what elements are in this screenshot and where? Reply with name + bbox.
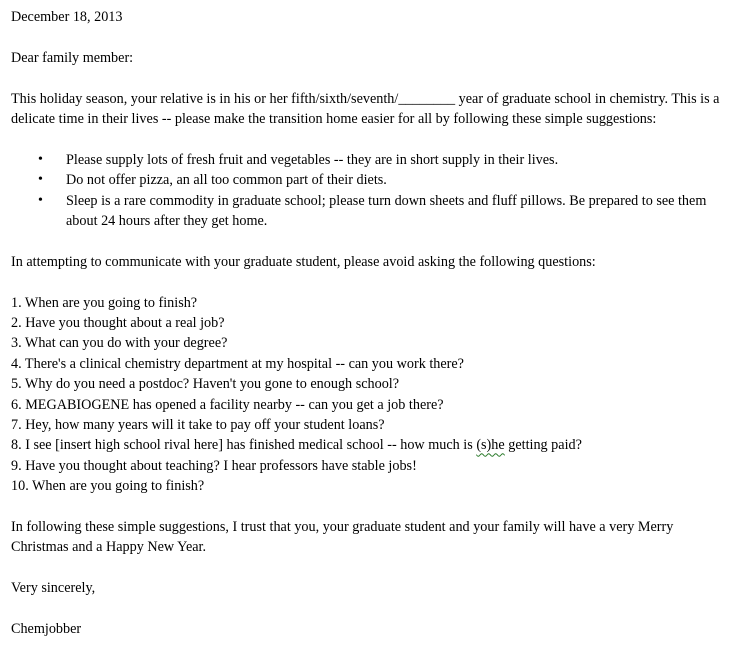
question-item: 10. When are you going to finish? bbox=[11, 478, 205, 495]
question-item: 9. Have you thought about teaching? I hear professors have stable jobs! bbox=[11, 457, 417, 474]
bullet-icon: • bbox=[38, 151, 43, 167]
closing-paragraph: In following these simple suggestions, I trust that you, your graduate student and your family will have a very Merry Christmas and a Happy New Year. bbox=[11, 519, 674, 556]
signoff: Very sincerely, bbox=[11, 580, 96, 597]
spacer bbox=[11, 27, 733, 47]
spacer bbox=[11, 558, 733, 578]
suggestion-list bbox=[11, 150, 733, 232]
spacer bbox=[11, 272, 733, 292]
question-item: 4. There's a clinical chemistry department at my hospital -- can you work there? bbox=[11, 355, 464, 372]
spacer bbox=[11, 231, 733, 251]
signature: Chemjobber bbox=[11, 621, 82, 638]
suggestion-item bbox=[11, 191, 733, 232]
intro-paragraph: This holiday season, your relative is in his or her fifth/sixth/seventh/________ year of graduate school in chemistry. This is a delicate time in their lives -- please make the transition home easier for all by following these simple suggestions: bbox=[11, 90, 720, 127]
question-item bbox=[11, 435, 733, 455]
spacer bbox=[11, 497, 733, 517]
bullet-icon: • bbox=[38, 192, 43, 208]
question-item: 7. Hey, how many years will it take to pay off your student loans? bbox=[11, 417, 385, 434]
question-item: 2. Have you thought about a real job? bbox=[11, 315, 225, 332]
suggestion-text: Do not offer pizza, an all too common part of their diets. bbox=[66, 172, 387, 189]
letter-date: December 18, 2013 bbox=[11, 9, 123, 25]
question-item: 3. What can you do with your degree? bbox=[11, 335, 228, 352]
letter-document bbox=[11, 7, 733, 639]
suggestion-text: Sleep is a rare commodity in graduate school; please turn down sheets and fluff pillows. Be prepared to see them about 24 hours after they get home. bbox=[66, 192, 707, 230]
salutation: Dear family member: bbox=[11, 49, 134, 66]
questions-intro: In attempting to communicate with your graduate student, please avoid asking the following questions: bbox=[11, 253, 596, 270]
bullet-icon: • bbox=[38, 172, 43, 188]
grammar-flagged-word[interactable]: (s)he bbox=[476, 437, 505, 454]
question-text-end: getting paid? bbox=[504, 437, 582, 454]
spacer bbox=[11, 68, 733, 88]
suggestion-item bbox=[11, 150, 733, 170]
spacer bbox=[11, 599, 733, 619]
question-text-start: 8. I see [insert high school rival here] has finished medical school -- how much is bbox=[11, 437, 477, 454]
spacer bbox=[11, 129, 733, 149]
question-item: 6. MEGABIOGENE has opened a facility nearby -- can you get a job there? bbox=[11, 396, 444, 413]
question-item: 5. Why do you need a postdoc? Haven't you gone to enough school? bbox=[11, 376, 400, 393]
question-item: 1. When are you going to finish? bbox=[11, 294, 198, 311]
question-list bbox=[11, 293, 733, 497]
suggestion-item bbox=[11, 170, 733, 190]
suggestion-text: Please supply lots of fresh fruit and vegetables -- they are in short supply in their lives. bbox=[66, 151, 559, 168]
